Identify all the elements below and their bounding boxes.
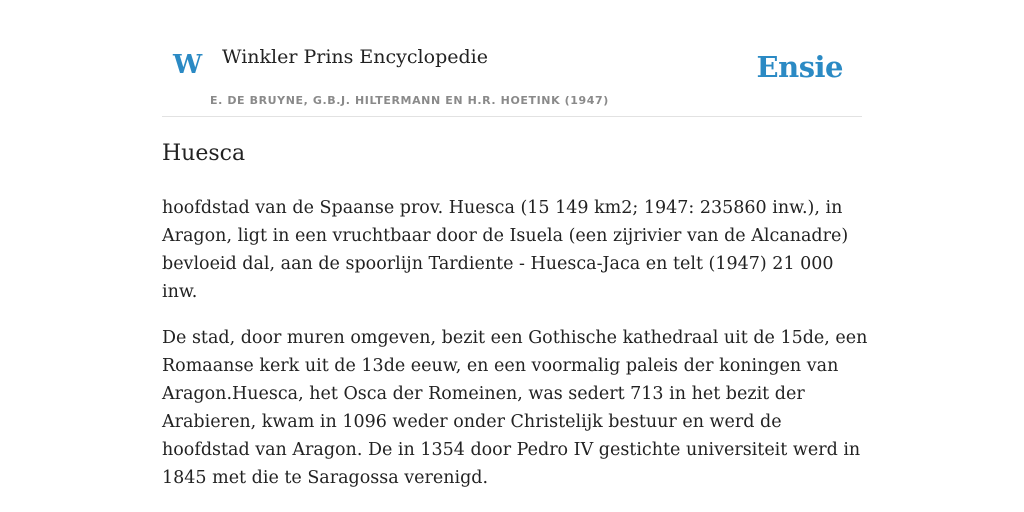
book-title-link[interactable]: Winkler Prins Encyclopedie [222,46,488,68]
article-title: Huesca [162,141,246,166]
article [162,140,872,510]
header [162,0,862,117]
ensie-logo[interactable]: Ensie [756,50,843,84]
winkler-prins-logo-icon[interactable]: W [173,50,203,80]
book-authors: E. DE BRUYNE, G.B.J. HILTERMANN EN H.R. HOETINK (1947) [210,94,609,107]
article-paragraph: hoofdstad van de Spaanse prov. Huesca (15 149 km2; 1947: 235860 inw.), in Aragon, ligt in een vruchtbaar door de Isuela (een zijrivier van de Alcanadre) bevloeid dal, aan de spoorlijn Tardiente - Huesca-Jaca en telt (1947) 21 000 inw. [162,197,849,302]
article-paragraph: De stad, door muren omgeven, bezit een Gothische kathedraal uit de 15de, een Romaanse kerk uit de 13de eeuw, en een voormalig paleis der koningen van Aragon.Huesca, het Osca der Romeinen, was sedert 713 in het bezit der Arabieren, kwam in 1096 weder onder Christelijk bestuur en werd de hoofdstad van Aragon. De in 1354 door Pedro IV gestichte universiteit werd in 1845 met die te Saragossa verenigd. [162,327,868,488]
